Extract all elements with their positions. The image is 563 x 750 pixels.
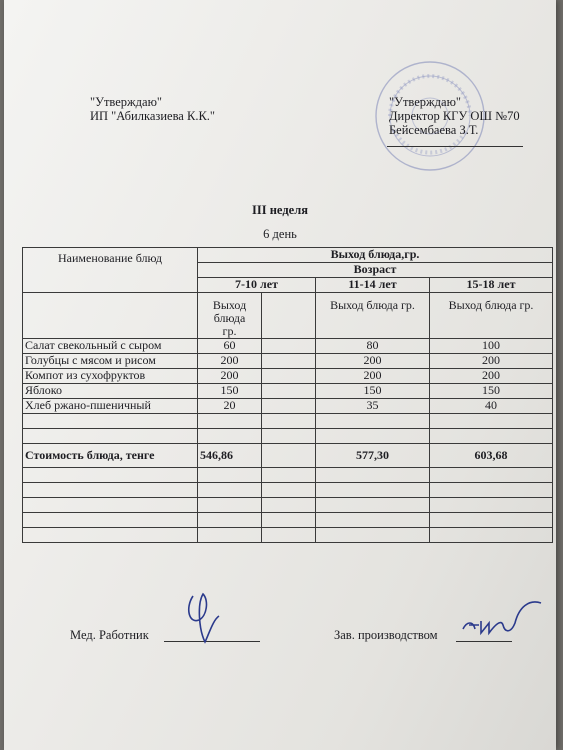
approval-signature-line [387, 146, 523, 147]
approval-right-name: Бейсембаева З.Т. [389, 123, 479, 137]
cost-15-18: 603,68 [430, 444, 553, 468]
dish-name: Хлеб ржано-пшеничный [23, 399, 198, 414]
value-15-18: 150 [430, 384, 553, 399]
sub-header-7-10: Выход блюда гр. [198, 293, 262, 339]
empty-row [23, 414, 553, 429]
approval-right [389, 95, 520, 137]
empty-row [23, 513, 553, 528]
empty-row [23, 528, 553, 543]
dish-name: Яблоко [23, 384, 198, 399]
production-signature [459, 595, 545, 645]
empty-row [23, 483, 553, 498]
table-row [23, 369, 553, 384]
dish-name: Салат свекольный с сыром [23, 339, 198, 354]
approval-right-heading: "Утверждаю" [389, 95, 462, 109]
menu-table [22, 247, 553, 543]
value-15-18: 40 [430, 399, 553, 414]
output-header: Выход блюда,гр. [198, 248, 553, 263]
value-11-14: 80 [316, 339, 430, 354]
value-7-10: 20 [198, 399, 262, 414]
approval-right-position: Директор КГУ ОШ №70 [389, 109, 520, 123]
table-cell [262, 293, 316, 339]
empty-row [23, 429, 553, 444]
table-cell [262, 384, 316, 399]
dish-name: Голубцы с мясом и рисом [23, 354, 198, 369]
table-cell [262, 399, 316, 414]
table-row [23, 354, 553, 369]
table-row [23, 339, 553, 354]
approval-left [90, 95, 215, 123]
day-title: 6 день [263, 227, 297, 241]
value-7-10: 60 [198, 339, 262, 354]
table-cell [262, 339, 316, 354]
table-cell [262, 354, 316, 369]
production-head-label: Зав. производством [334, 628, 438, 642]
table-cell [262, 369, 316, 384]
med-worker-label: Мед. Работник [70, 628, 149, 642]
value-15-18: 100 [430, 339, 553, 354]
table-header-row [23, 248, 553, 263]
table-cell [23, 293, 198, 339]
value-11-14: 200 [316, 354, 430, 369]
approval-left-name: ИП "Абилказиева К.К." [90, 109, 216, 123]
value-11-14: 35 [316, 399, 430, 414]
age-group-7-10: 7-10 лет [198, 278, 316, 293]
cost-11-14: 577,30 [316, 444, 430, 468]
age-group-15-18: 15-18 лет [430, 278, 553, 293]
value-15-18: 200 [430, 369, 553, 384]
empty-row [23, 498, 553, 513]
sub-header-11-14: Выход блюда гр. [316, 293, 430, 339]
sub-header-15-18: Выход блюда гр. [430, 293, 553, 339]
age-group-11-14: 11-14 лет [316, 278, 430, 293]
cost-label: Стоимость блюда, тенге [23, 444, 198, 468]
value-7-10: 200 [198, 369, 262, 384]
empty-row [23, 468, 553, 483]
cost-row [23, 444, 553, 468]
table-row [23, 399, 553, 414]
approval-left-heading: "Утверждаю" [90, 95, 163, 109]
med-signature [179, 590, 229, 650]
value-11-14: 150 [316, 384, 430, 399]
table-row [23, 384, 553, 399]
age-header: Возраст [198, 263, 553, 278]
value-7-10: 150 [198, 384, 262, 399]
document-sheet [4, 0, 556, 750]
week-title: III неделя [252, 203, 308, 217]
cost-7-10: 546,86 [198, 444, 262, 468]
sub-header-row [23, 293, 553, 339]
dish-name-header: Наименование блюд [23, 248, 198, 293]
value-15-18: 200 [430, 354, 553, 369]
dish-name: Компот из сухофруктов [23, 369, 198, 384]
value-7-10: 200 [198, 354, 262, 369]
value-11-14: 200 [316, 369, 430, 384]
